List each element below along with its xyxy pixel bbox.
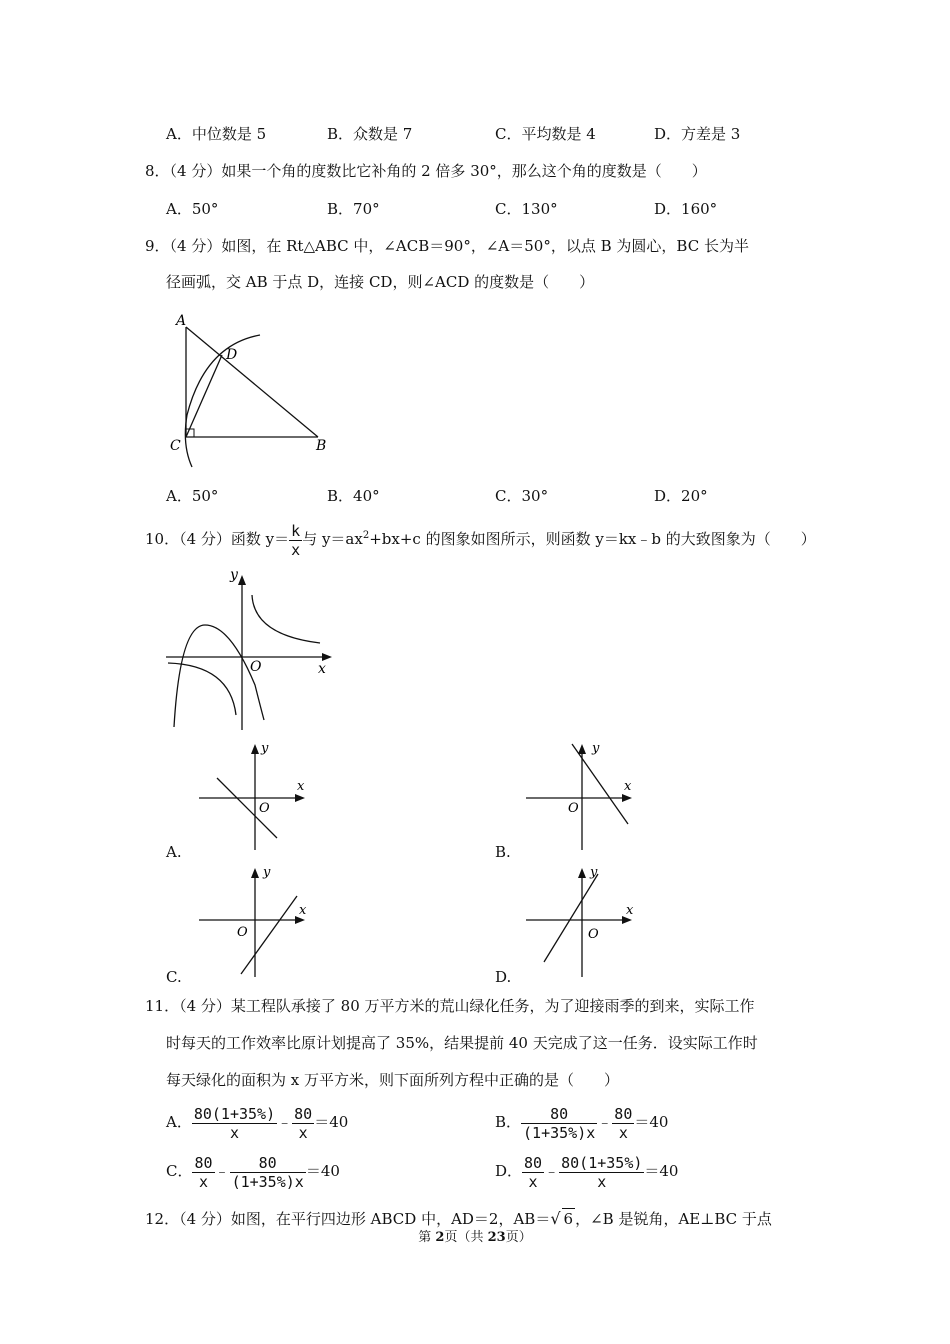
hyperbola-branch-1 — [252, 595, 320, 643]
q10-prefix: 10．（4 分）函数 y＝ — [145, 530, 290, 548]
operator: ﹣ — [277, 1113, 293, 1131]
origin-label: O — [259, 801, 270, 816]
numerator: 80 — [521, 1105, 597, 1124]
fraction-1 — [521, 1105, 597, 1142]
origin-label: O — [588, 927, 599, 942]
q9-option-a: A．50° — [166, 487, 219, 505]
q8-option-d: D．160° — [654, 200, 718, 218]
q9-option-d: D．20° — [654, 487, 708, 505]
q12-prefix: 12．（4 分）如图，在平行四边形 ABCD 中，AD＝2，AB＝ — [145, 1210, 551, 1228]
q11-option-a — [166, 1102, 348, 1142]
q10-frac-den: x — [291, 540, 301, 559]
denominator: x — [528, 1172, 538, 1191]
denominator: x — [597, 1172, 607, 1191]
q10-main-graph — [160, 565, 340, 735]
q7-option-a: A．中位数是 5 — [166, 125, 267, 143]
sqrt-sign: √ — [550, 1209, 561, 1228]
q8-option-c: C．130° — [495, 200, 558, 218]
q10-stem — [145, 516, 816, 559]
numerator: 80(1+35%) — [193, 1104, 276, 1123]
q10-option-b: B. — [495, 843, 511, 861]
y-label: y — [590, 865, 598, 880]
denominator: x — [199, 1172, 209, 1191]
page-footer — [0, 1226, 950, 1245]
q10-option-b-graph — [522, 738, 642, 853]
segment-cd — [186, 355, 222, 437]
y-label: y — [261, 741, 269, 756]
x-label: x — [318, 661, 326, 677]
footer-pre: 第 — [418, 1230, 436, 1245]
footer-page-number: 2 — [435, 1230, 445, 1245]
numerator: 80 — [230, 1154, 306, 1173]
fraction-2 — [292, 1105, 314, 1142]
label-a: A — [176, 313, 187, 329]
x-label: x — [624, 779, 632, 794]
y-axis-arrow — [251, 744, 259, 754]
q12-suffix: ，∠B 是锐角，AE⊥BC 于点 — [575, 1210, 772, 1228]
fraction-2 — [230, 1154, 306, 1191]
segment-ab — [186, 327, 318, 437]
origin-label: O — [250, 659, 262, 675]
sqrt-value: 6 — [563, 1210, 574, 1228]
q10-fraction — [289, 522, 302, 559]
numerator: 80 — [614, 1104, 633, 1123]
y-axis-arrow — [578, 868, 586, 878]
fraction-2 — [559, 1154, 644, 1191]
line-graph — [241, 896, 297, 974]
fraction-1 — [192, 1154, 214, 1191]
rhs: ＝40 — [314, 1113, 349, 1131]
q10-option-d-graph — [522, 862, 642, 980]
q8-option-a: A．50° — [166, 200, 219, 218]
fraction-1 — [522, 1154, 544, 1191]
footer-mid: 页（共 — [444, 1230, 488, 1245]
line-graph — [544, 874, 598, 962]
numerator: 80 — [194, 1153, 213, 1172]
q10-middle: 与 y＝ax — [302, 530, 363, 548]
y-axis-arrow — [251, 868, 259, 878]
x-label: x — [626, 903, 634, 918]
y-axis-arrow — [578, 744, 586, 754]
q11-option-d — [495, 1151, 678, 1191]
q11-option-c — [166, 1151, 340, 1191]
q7-option-b: B．众数是 7 — [327, 125, 413, 143]
operator: ﹣ — [597, 1113, 613, 1131]
denominator: (1+35%)x — [523, 1123, 596, 1142]
option-label: B． — [495, 1113, 522, 1131]
numerator: 80 — [524, 1153, 543, 1172]
denominator: x — [229, 1123, 239, 1142]
q10-option-d: D. — [495, 968, 512, 986]
x-axis-arrow — [295, 794, 305, 802]
x-label: x — [299, 903, 307, 918]
q7-option-d: D．方差是 3 — [654, 125, 741, 143]
y-label: y — [230, 567, 238, 583]
y-axis-arrow — [238, 575, 246, 585]
q9-option-c: C．30° — [495, 487, 549, 505]
denominator: (1+35%)x — [231, 1172, 304, 1191]
q10-option-c-graph — [195, 862, 315, 980]
numerator: 80(1+35%) — [561, 1153, 643, 1172]
fraction-1 — [192, 1105, 277, 1142]
q11-line3: 每天绿化的面积为 x 万平方米，则下面所列方程中正确的是（ ） — [166, 1071, 619, 1089]
y-label: y — [592, 741, 600, 756]
q10-sup: 2 — [362, 530, 370, 541]
q10-frac-num: k — [291, 521, 301, 540]
x-label: x — [297, 779, 305, 794]
rhs: ＝40 — [644, 1162, 679, 1180]
hyperbola-branch-2 — [168, 663, 236, 715]
q9-stem-line2: 径画弧，交 AB 于点 D，连接 CD，则∠ACD 的度数是（ ） — [166, 273, 595, 291]
q9-triangle-figure — [160, 305, 340, 470]
q10-suffix: +bx+c 的图象如图所示，则函数 y＝kx﹣b 的大致图象为（ ） — [369, 530, 816, 548]
q9-stem-line1: 9．（4 分）如图，在 Rt△ABC 中，∠ACB＝90°，∠A＝50°，以点 B 为圆心，BC 长为半 — [145, 237, 749, 255]
numerator: 80 — [294, 1104, 313, 1123]
denominator: x — [618, 1123, 628, 1142]
y-label: y — [263, 865, 271, 880]
q10-option-c: C. — [166, 968, 182, 986]
q7-option-c: C．平均数是 4 — [495, 125, 596, 143]
fraction-2 — [612, 1105, 634, 1142]
rhs: ＝40 — [305, 1162, 340, 1180]
line-graph — [572, 744, 628, 824]
option-label: C． — [166, 1162, 193, 1180]
arc-centered-b — [185, 335, 260, 467]
x-axis-arrow — [622, 794, 632, 802]
label-c: C — [170, 438, 181, 454]
q9-option-b: B．40° — [327, 487, 380, 505]
q8-option-b: B．70° — [327, 200, 380, 218]
rhs: ＝40 — [634, 1113, 669, 1131]
q8-stem: 8．（4 分）如果一个角的度数比它补角的 2 倍多 30°，那么这个角的度数是（ ） — [145, 162, 707, 180]
denominator: x — [298, 1123, 308, 1142]
q11-line1: 11．（4 分）某工程队承接了 80 万平方米的荒山绿化任务，为了迎接雨季的到来，实际工作 — [145, 997, 755, 1015]
x-axis-arrow — [322, 653, 332, 661]
q10-option-a: A. — [166, 843, 182, 861]
origin-label: O — [568, 801, 579, 816]
option-label: D． — [495, 1162, 523, 1180]
option-label: A． — [166, 1113, 192, 1131]
operator: ﹣ — [544, 1162, 560, 1180]
q10-option-a-graph — [195, 738, 315, 853]
label-b: B — [316, 438, 327, 454]
q11-line2: 时每天的工作效率比原计划提高了 35%，结果提前 40 天完成了这一任务．设实际工作时 — [166, 1034, 758, 1052]
footer-post: 页） — [505, 1230, 532, 1245]
footer-total-pages: 23 — [487, 1230, 506, 1245]
origin-label: O — [237, 925, 248, 940]
operator: ﹣ — [214, 1162, 230, 1180]
q11-option-b — [495, 1102, 668, 1142]
label-d: D — [226, 347, 238, 363]
parabola-curve — [174, 625, 264, 727]
